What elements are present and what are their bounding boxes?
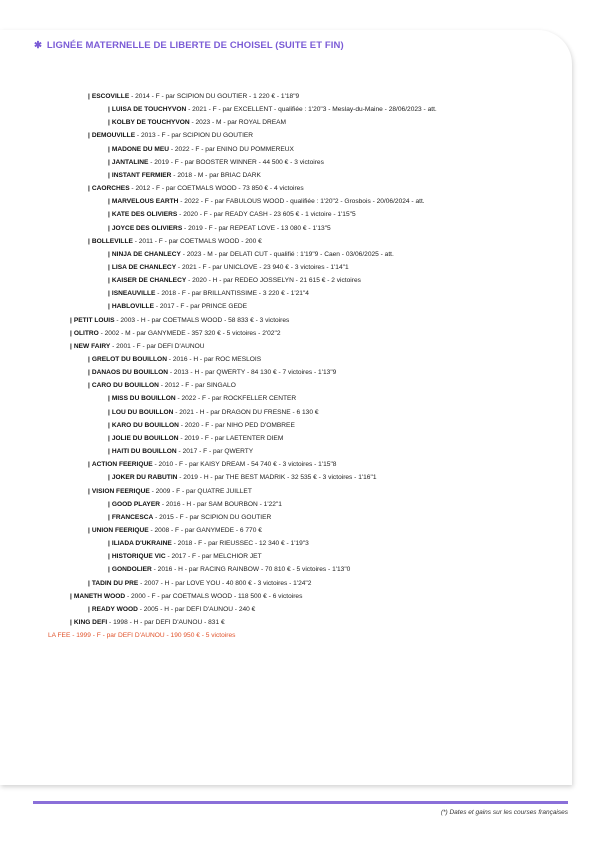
asterisk-icon: ✱ [34,40,43,51]
pedigree-entry [88,237,262,246]
tree-pipe: | [108,553,110,561]
horse-name: BOLLEVILLE [91,237,133,245]
horse-name: JOLIE DU BOUILLON [111,434,179,442]
horse-details: - 2020 - F - par NIHO PED D'OMBREE [178,421,295,429]
tree-pipe: | [88,382,90,390]
pedigree-entry [88,92,299,101]
horse-name: ILIADA D'UKRAINE [111,540,172,548]
horse-name: OLITRO [73,329,99,337]
tree-pipe: | [108,119,110,127]
pedigree-entry [88,579,311,588]
tree-pipe: | [88,605,90,613]
horse-details: - 2019 - F - par REPEAT LOVE - 13 080 € - 1'13"5 [182,224,331,232]
pedigree-entry [108,513,271,522]
horse-details: - 2017 - F - par PRINCE GEDE [154,303,248,311]
horse-details: - 2005 - H - par DEFI D'AUNOU - 240 € [137,605,256,613]
tree-pipe: | [70,619,72,626]
tree-pipe: | [88,93,90,100]
horse-details: - 2009 - F - par QUATRE JUILLET [149,487,252,495]
tree-pipe: | [88,461,90,469]
horse-details: - 2007 - H - par LOVE YOU - 40 800 € - 3 victoires - 1'24"2 [138,579,312,587]
horse-details: - 2018 - F - par BRILLANTISSIME - 3 220 € - 1'21"4 [155,290,309,298]
horse-name: LUISA DE TOUCHYVON [111,106,187,114]
horse-details: - 2022 - F - par ROCKFELLER CENTER [175,395,297,403]
tree-pipe: | [108,395,110,403]
pedigree-entry [88,184,304,193]
pedigree-entry [108,289,309,298]
tree-pipe: | [108,263,110,271]
horse-name: LOU DU BOUILLON [111,408,174,416]
pedigree-entry [108,263,349,272]
section-title-text: LIGNÉE MATERNELLE DE LIBERTE DE CHOISEL (SUITE ET FIN) [46,40,344,51]
horse-details: - 2017 - F - par QWERTY [176,448,254,456]
tree-pipe: | [108,290,110,298]
pedigree-entry [108,158,324,167]
tree-pipe: | [70,342,72,350]
pedigree-entry [108,394,296,403]
horse-name: CARO DU BOUILLON [91,382,159,390]
horse-details: - 2022 - F - par FABULOUS WOOD - qualifiée : 1'20"2 - Grosbois - 20/06/2024 - att. [178,198,425,206]
horse-details: - 2017 - F - par MELCHIOR JET [165,553,262,561]
section-title [34,40,344,51]
pedigree-entry [88,487,252,496]
horse-name: MARVELOUS EARTH [111,198,179,206]
horse-name: DANAOS DU BOUILLON [91,369,169,377]
horse-details: - 2014 - F - par SCIPION DU GOUTIER - 1 220 € - 1'18"9 [129,93,300,100]
tree-pipe: | [88,369,90,377]
pedigree-entry [108,145,294,154]
pedigree-entry [48,631,235,640]
horse-details: - 2003 - H - par COETMALS WOOD - 58 833 € - 3 victoires [114,316,290,324]
tree-pipe: | [88,237,90,245]
horse-name: MISS DU BOUILLON [111,395,176,403]
horse-details: - 2012 - F - par SINGALO [158,382,236,390]
horse-name: JOKER DU RABUTIN [111,474,178,482]
horse-details: - 2021 - F - par UNICLOVE - 23 940 € - 3 victoires - 1'14"1 [176,263,349,271]
tree-pipe: | [88,526,90,534]
horse-name: DEMOUVILLE [91,132,136,140]
pedigree-entry [88,368,336,377]
pedigree-entry [108,565,350,574]
horse-name: LA FEE [48,632,71,640]
horse-details: - 1998 - H - par DEFI D'AUNOU - 831 € [107,619,225,626]
pedigree-entry [70,342,205,351]
pedigree-entry [88,131,253,140]
horse-details: - 2008 - F - par GANYMEDE - 6 770 € [148,526,262,534]
pedigree-entry [108,302,247,311]
tree-pipe: | [88,185,90,193]
pedigree-entry [108,197,425,206]
horse-details: - 2002 - M - par GANYMEDE - 357 320 € - 5 victoires - 2'02"2 [98,329,281,337]
pedigree-entry [108,118,286,127]
tree-pipe: | [108,434,110,442]
horse-name: HABLOVILLE [111,303,154,311]
horse-name: READY WOOD [91,605,138,613]
horse-name: GONDOLIER [111,566,152,574]
horse-name: MANETH WOOD [73,592,126,600]
tree-pipe: | [108,303,110,311]
horse-name: INSTANT FERMIER [111,171,172,179]
pedigree-entry [108,539,309,548]
tree-pipe: | [108,566,110,574]
horse-details: - 2021 - F - par EXCELLENT - qualifiée : 1'20"3 - Meslay-du-Maine - 28/06/2023 - att. [186,106,437,114]
pedigree-entry [88,526,262,535]
tree-pipe: | [108,224,110,232]
horse-details: - 2019 - F - par BOOSTER WINNER - 44 500 € - 3 victoires [148,158,324,166]
pedigree-entry [108,210,356,219]
pedigree-entry [70,316,289,325]
horse-name: KOLBY DE TOUCHYVON [111,119,190,127]
horse-details: - 2018 - F - par RIEUSSEC - 12 340 € - 1'19"3 [171,540,309,548]
horse-details: - 2016 - H - par ROC MESLOIS [166,356,262,363]
tree-pipe: | [108,540,110,548]
horse-details: - 2022 - F - par ENINO DU POMMEREUX [169,145,294,153]
horse-details: - 1999 - F - par DEFI D'AUNOU - 190 950 € - 5 victoires [70,632,236,640]
horse-name: PETIT LOUIS [73,316,115,324]
horse-details: - 2013 - H - par QWERTY - 84 130 € - 7 victoires - 1'13"9 [168,369,337,377]
tree-pipe: | [108,421,110,429]
tree-pipe: | [108,408,110,416]
tree-pipe: | [108,277,110,285]
pedigree-entry [108,552,262,561]
horse-name: KATE DES OLIVIERS [111,211,178,219]
horse-details: - 2016 - H - par SAM BOURBON - 1'22"1 [159,500,282,508]
pedigree-entry [70,592,302,601]
horse-name: GOOD PLAYER [111,500,160,508]
horse-details: - 2019 - H - par THE BEST MADRIK - 32 535 € - 3 victoires - 1'16"1 [177,474,377,482]
horse-name: KAISER DE CHANLECY [111,277,187,285]
horse-details: - 2018 - M - par BRIAC DARK [171,171,261,179]
tree-pipe: | [88,487,90,495]
horse-name: ESCOVILLE [91,93,130,100]
horse-name: UNION FEERIQUE [91,526,149,534]
tree-pipe: | [108,513,110,521]
horse-name: VISION FEERIQUE [91,487,150,495]
horse-details: - 2023 - M - par DELATI CUT - qualifié : 1'19"9 - Caen - 03/06/2025 - att. [180,250,394,258]
tree-pipe: | [108,171,110,179]
footnote: (*) Dates et gains sur les courses françaises [440,809,568,816]
horse-name: FRANCESCA [111,513,154,521]
pedigree-entry [108,250,394,259]
horse-name: HISTORIQUE VIC [111,553,166,561]
horse-details: - 2023 - M - par ROYAL DREAM [189,119,287,127]
horse-name: MADONE DU MEU [111,145,170,153]
tree-pipe: | [108,106,110,114]
footer-divider [33,801,568,804]
tree-pipe: | [108,198,110,206]
tree-pipe: | [108,145,110,153]
pedigree-entry [108,171,261,180]
pedigree-entry [108,224,331,233]
horse-details: - 2016 - H - par RACING RAINBOW - 70 810 € - 5 victoires - 1'13"0 [151,566,351,574]
pedigree-entry [70,618,225,627]
tree-pipe: | [70,316,72,324]
tree-pipe: | [108,474,110,482]
tree-pipe: | [108,250,110,258]
horse-name: KING DEFI [73,619,108,626]
horse-details: - 2011 - F - par COETMALS WOOD - 200 € [132,237,262,245]
pedigree-entry [108,500,282,509]
tree-pipe: | [108,448,110,456]
horse-details: - 2020 - F - par READY CASH - 23 605 € - 1 victoire - 1'15"5 [177,211,356,219]
horse-name: HAITI DU BOUILLON [111,448,177,456]
horse-details: - 2015 - F - par SCIPION DU GOUTIER [153,513,272,521]
pedigree-entry [108,473,376,482]
tree-pipe: | [70,329,72,337]
horse-details: - 2021 - H - par DRAGON DU FRESNE - 6 130 € [173,408,319,416]
pedigree-entry [108,408,319,417]
tree-pipe: | [70,592,72,600]
horse-name: JOYCE DES OLIVIERS [111,224,183,232]
horse-name: TADIN DU PRE [91,579,139,587]
horse-name: ACTION FEERIQUE [91,461,153,469]
horse-details: - 2020 - H - par REDEO JOSSELYN - 21 615 € - 2 victoires [186,277,361,285]
horse-name: LISA DE CHANLECY [111,263,177,271]
horse-name: ISNEAUVILLE [111,290,156,298]
horse-details: - 2000 - F - par COETMALS WOOD - 118 500 € - 6 victoires [125,592,303,600]
horse-details: - 2013 - F - par SCIPION DU GOUTIER [135,132,254,140]
pedigree-entry [88,460,336,469]
pedigree-entry [108,276,361,285]
pedigree-entry [88,381,236,390]
horse-name: KARO DU BOUILLON [111,421,179,429]
horse-name: CAORCHES [91,185,130,193]
tree-pipe: | [88,579,90,587]
pedigree-entry [108,105,437,114]
horse-details: - 2019 - F - par LAETENTER DIEM [178,434,284,442]
pedigree-entry [88,605,255,614]
horse-name: NINJA DE CHANLECY [111,250,181,258]
tree-pipe: | [88,132,90,140]
horse-details: - 2012 - F - par COETMALS WOOD - 73 850 € - 4 victoires [129,185,304,193]
tree-pipe: | [108,158,110,166]
tree-pipe: | [88,356,90,363]
horse-name: GRELOT DU BOUILLON [91,356,167,363]
tree-pipe: | [108,500,110,508]
pedigree-entry [108,421,295,430]
horse-name: NEW FAIRY [73,342,111,350]
horse-name: JANTALINE [111,158,149,166]
pedigree-entry [108,434,283,443]
pedigree-entry [108,447,253,456]
pedigree-entry [70,329,280,338]
tree-pipe: | [108,211,110,219]
horse-details: - 2001 - F - par DEFI D'AUNOU [110,342,205,350]
pedigree-entry [88,355,261,364]
horse-details: - 2010 - F - par KAISY DREAM - 54 740 € - 3 victoires - 1'15"8 [152,461,337,469]
